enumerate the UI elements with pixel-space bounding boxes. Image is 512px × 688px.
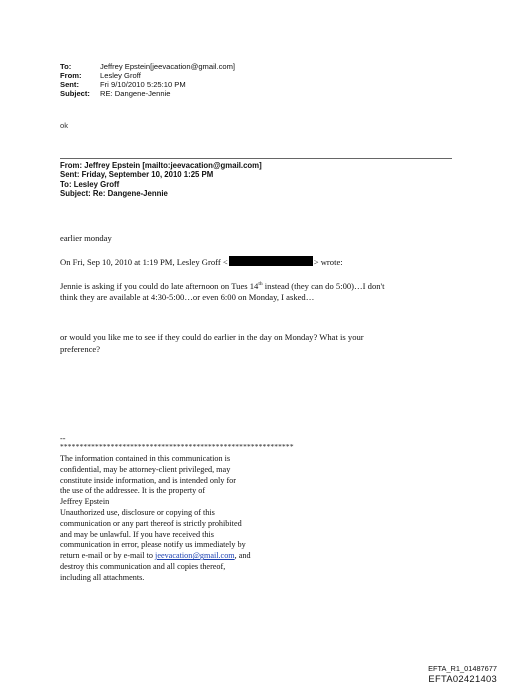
disclaimer-line: Unauthorized use, disclosure or copying of this: [60, 507, 215, 517]
disclaimer-line: including all attachments.: [60, 572, 145, 582]
header-subject-row: [60, 89, 360, 99]
sent-label: Sent:: [60, 80, 79, 89]
disclaimer-line: communication in error, please notify us immediately by: [60, 540, 246, 550]
paragraph-1-line-1: Jennie is asking if you could do late afternoon on Tues 14th instead (they can do 5:00)…I don't: [60, 280, 385, 291]
disclaimer-line: Jeffrey Epstein: [60, 497, 110, 507]
reply-body: ok: [60, 121, 69, 130]
disclaimer-line: destroy this communication and all copies thereof,: [60, 561, 226, 571]
separator-line: [60, 158, 452, 159]
forwarded-sent: Sent: Friday, September 10, 2010 1:25 PM: [60, 170, 214, 180]
disclaimer-line: confidential, may be attorney-client privileged, may: [60, 464, 231, 474]
subject-value: RE: Dangene-Jennie: [100, 89, 171, 98]
paragraph-2-line-1: or would you like me to see if they could do earlier in the day on Monday? What is your: [60, 332, 364, 342]
forwarded-subject: Subject: Re: Dangene-Jennie: [60, 189, 168, 199]
paragraph-2-line-2: preference?: [60, 343, 101, 354]
superscript-th: th: [258, 281, 263, 287]
paragraph-1-line-2: think they are available at 4:30-5:00…or even 6:00 on Monday, I asked…: [60, 292, 315, 303]
email-header: [60, 62, 360, 102]
wrote-prefix: On Fri, Sep 10, 2010 at 1:19 PM, Lesley Groff <: [60, 257, 228, 267]
document-id: EFTA_R1_01487677: [428, 664, 497, 673]
confidentiality-disclaimer: [60, 454, 251, 584]
disclaimer-line: constitute inside information, and is intended only for: [60, 475, 236, 485]
to-label: To:: [60, 62, 72, 71]
disclaimer-line: and may be unlawful. If you have received this: [60, 529, 214, 539]
message-line-earlier: earlier monday: [60, 233, 112, 243]
signature-stars: ************************************************************: [60, 442, 294, 451]
disclaimer-line: the use of the addressee. It is the property of: [60, 486, 206, 496]
wrote-suffix: > wrote:: [313, 257, 343, 267]
email-link[interactable]: jeevacation@gmail.com: [155, 551, 235, 561]
wrote-line: [60, 256, 343, 269]
disclaimer-email-line: return e-mail or by e-mail to jeevacation@gmail.com, and: [60, 551, 251, 561]
disclaimer-line: The information contained in this communication is: [60, 454, 231, 463]
sent-value: Fri 9/10/2010 5:25:10 PM: [100, 80, 186, 89]
forwarded-from: From: Jeffrey Epstein [mailto:jeevacation@gmail.com]: [60, 161, 262, 170]
paragraph-1: [60, 279, 384, 304]
from-value: Lesley Groff: [100, 71, 141, 80]
paragraph-2: [60, 332, 364, 355]
forwarded-header: [60, 161, 262, 199]
disclaimer-line: communication or any part thereof is strictly prohibited: [60, 518, 242, 528]
signature-dashes: --: [60, 434, 66, 443]
bates-number: EFTA02421403: [428, 673, 497, 684]
subject-label: Subject:: [60, 89, 90, 98]
redaction-bar: [229, 256, 313, 266]
from-label: From:: [60, 71, 82, 80]
forwarded-to: To: Lesley Groff: [60, 179, 120, 189]
to-value: Jeffrey Epstein[jeevacation@gmail.com]: [100, 62, 236, 71]
